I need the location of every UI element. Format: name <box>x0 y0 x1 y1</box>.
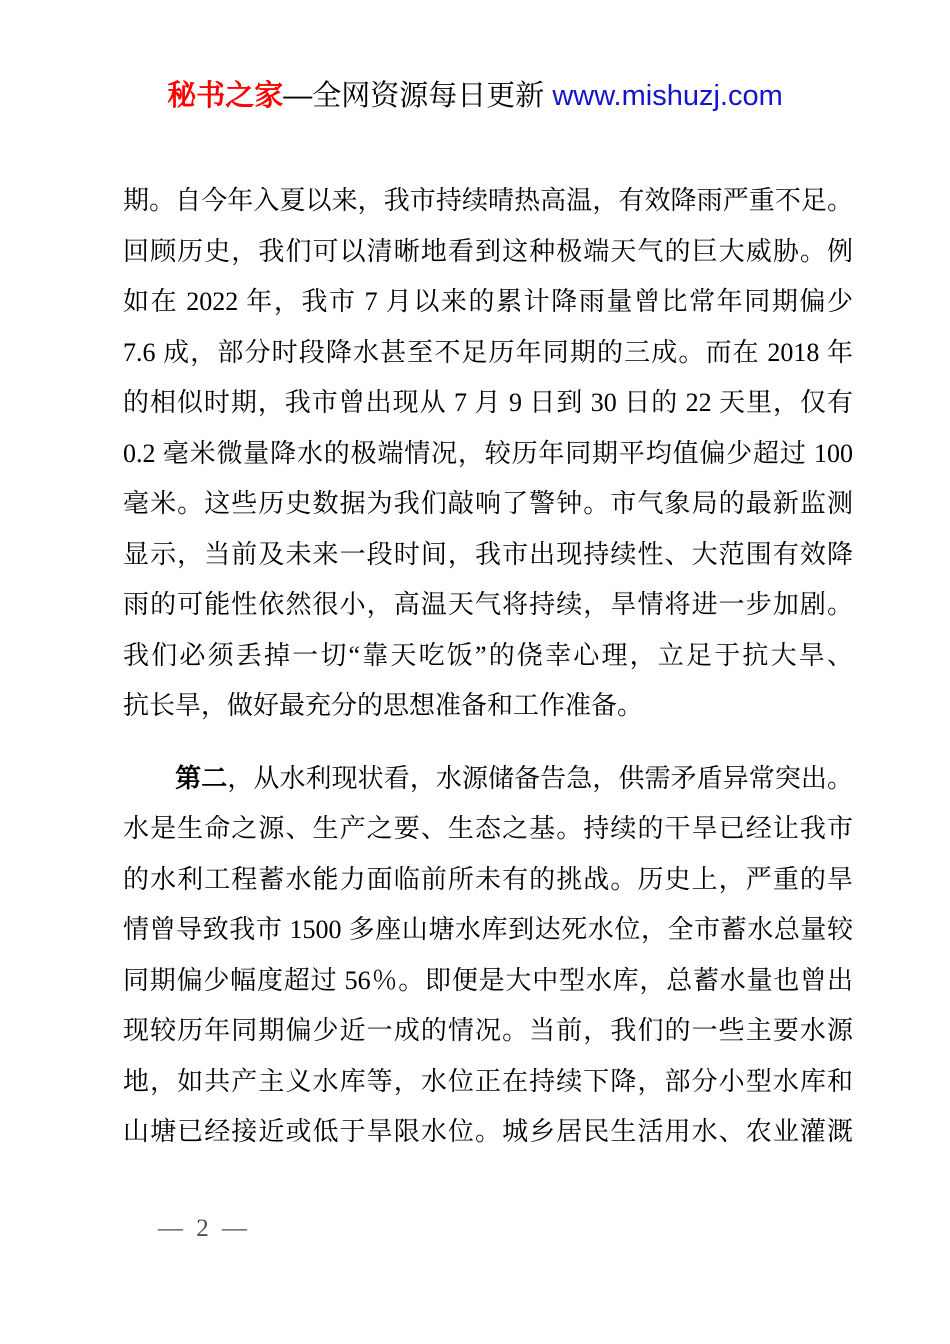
text-line <box>123 530 853 581</box>
text-segment: 抗长旱，做好最充分的思想准备和工作准备。 <box>123 691 644 720</box>
text-line <box>123 631 853 682</box>
text-line <box>123 277 853 328</box>
text-segment: 回顾历史，我们可以清晰地看到这种极端天气的巨大威胁。例 <box>123 236 853 266</box>
text-segment: 期。自今年入夏以来，我市持续晴热高温，有效降雨严重不足。 <box>123 186 853 215</box>
text-segment: 毫米。这些历史数据为我们敲响了警钟。市气象局的最新监测 <box>123 489 853 518</box>
text-line <box>123 429 853 480</box>
text-line <box>123 176 853 227</box>
paragraph <box>123 754 853 1158</box>
text-segment: 如在 2022 年，我市 7 月以来的累计降雨量曾比常年同期偏少 <box>123 287 853 316</box>
text-segment: ，从水利现状看，水源储备告急，供需矛盾异常突出。 <box>227 763 853 793</box>
text-segment: 现较历年同期偏少近一成的情况。当前，我们的一些主要水源 <box>123 1016 853 1045</box>
text-segment: 我们必须丢掉一切“靠天吃饭”的侥幸心理，立足于抗大旱、 <box>123 640 853 670</box>
text-segment: 的水利工程蓄水能力面临前所未有的挑战。历史上，严重的旱 <box>123 864 853 894</box>
text-line <box>123 754 853 805</box>
site-name: 秘书之家 <box>167 80 284 112</box>
text-line <box>123 1057 853 1108</box>
text-segment: 7.6 成，部分时段降水甚至不足历年同期的三成。而在 2018 年 <box>123 337 853 367</box>
bold-text-segment: 第二 <box>175 763 228 793</box>
text-segment: 显示，当前及未来一段时间，我市出现持续性、大范围有效降 <box>123 539 853 569</box>
text-segment: 地，如共产主义水库等，水位正在持续下降，部分小型水库和 <box>123 1066 853 1096</box>
text-segment: 山塘已经接近或低于旱限水位。城乡居民生活用水、农业灌溉 <box>123 1117 853 1146</box>
text-line <box>123 956 853 1007</box>
page-number: — 2 — <box>158 1215 247 1242</box>
text-line <box>123 681 853 732</box>
text-line <box>123 804 853 855</box>
text-line <box>123 905 853 956</box>
text-segment <box>123 764 175 793</box>
document-body <box>123 176 853 1158</box>
text-segment: 同期偏少幅度超过 56％。即便是大中型水库，总蓄水量也曾出 <box>123 965 853 995</box>
text-segment: 0.2 毫米微量降水的极端情况，较历年同期平均值偏少超过 100 <box>123 438 853 468</box>
text-segment: 情曾导致我市 1500 多座山塘水库到达死水位，全市蓄水总量较 <box>123 915 853 944</box>
text-line <box>123 479 853 530</box>
text-line <box>123 1107 853 1158</box>
site-url-link[interactable]: www.mishuzj.com <box>552 80 783 112</box>
text-line <box>123 1006 853 1057</box>
text-line <box>123 378 853 429</box>
header-tagline: —全网资源每日更新 <box>283 80 553 112</box>
text-segment: 雨的可能性依然很小，高温天气将持续，旱情将进一步加剧。 <box>123 590 853 619</box>
text-line <box>123 328 853 379</box>
paragraph <box>123 176 853 732</box>
text-line <box>123 227 853 278</box>
text-segment: 的相似时期，我市曾出现从 7 月 9 日到 30 日的 22 天里，仅有 <box>123 388 853 417</box>
text-segment: 水是生命之源、生产之要、生态之基。持续的干旱已经让我市 <box>123 814 853 843</box>
page-header <box>0 78 950 114</box>
text-line <box>123 580 853 631</box>
text-line <box>123 855 853 906</box>
